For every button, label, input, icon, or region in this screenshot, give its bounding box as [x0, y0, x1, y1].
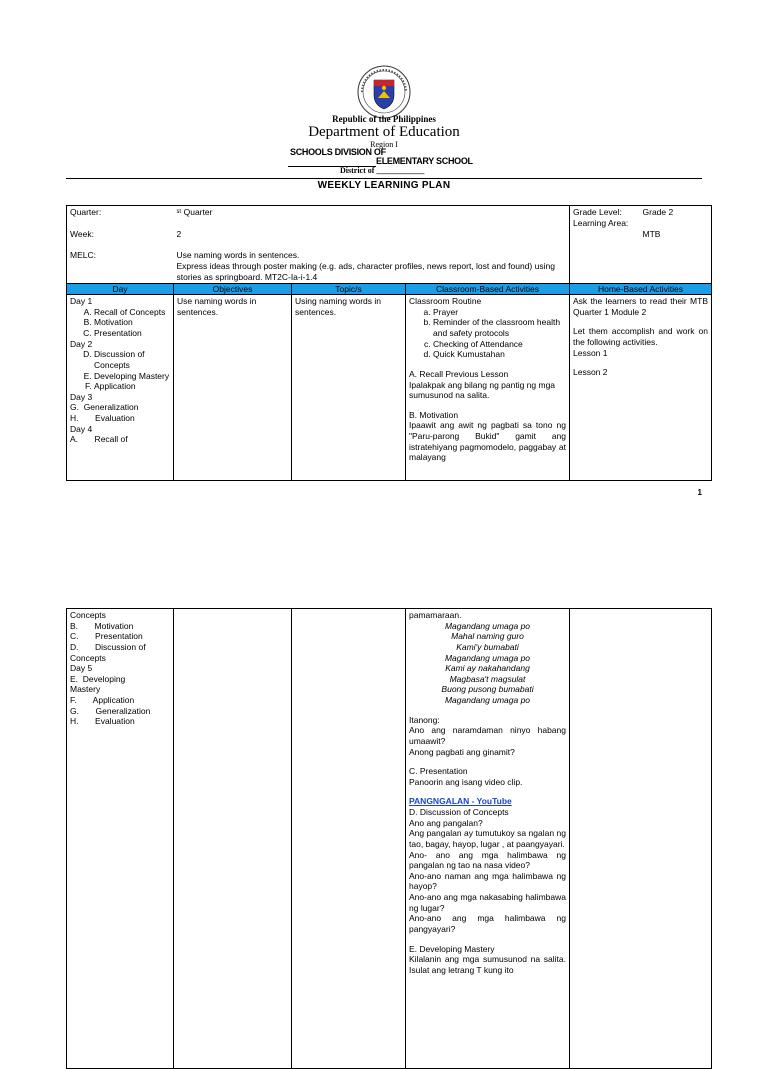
home-cell-page1 [570, 295, 712, 481]
objective-cell: Use naming words in sentences. [174, 295, 292, 481]
mastery-text: Kilalanin ang mga sumusunod na salita. Isulat ang letrang T kung ito [409, 954, 566, 975]
song-line: Mahal naming guro [451, 631, 524, 642]
video-link[interactable]: PANGNGALAN - YouTube [409, 796, 512, 807]
col-classroom: Classroom-Based Activities [406, 284, 570, 295]
area-value: MTB [642, 228, 661, 239]
day-line: Day 5 [70, 663, 93, 674]
day-line: F. Application [70, 695, 135, 705]
region-text: Region I [370, 140, 398, 149]
day-4-label: Day 4 [70, 423, 93, 434]
info-labels [67, 206, 174, 284]
district-text: District of ____________ [340, 166, 425, 175]
quarter-value: ˢᵗ Quarter [176, 207, 213, 217]
republic-heading: Republic of the Philippines [332, 114, 436, 124]
list-item: C. Presentation [94, 328, 170, 339]
home-lesson-1: Lesson 1 [573, 347, 608, 358]
song-lyrics [409, 621, 566, 706]
list-item: F. Application [94, 381, 170, 392]
list-item: A. Recall of Concepts [94, 307, 170, 318]
discussion-line: Ang pangalan ay tumutukoy sa ngalan ng tao, bagay, hayop, lugar , at paangyayari. [409, 828, 566, 849]
week-label: Week: [70, 228, 94, 239]
deped-seal-icon [357, 65, 411, 119]
question-2: Anong pagbati ang ginamit? [409, 746, 515, 757]
department-heading: Department of Education [308, 124, 460, 140]
topic-cell-page2 [292, 609, 406, 1069]
grade-label: Grade Level: [573, 207, 622, 217]
list-item: E. Developing Mastery [94, 371, 170, 382]
melc-line-1: Use naming words in sentences. [176, 250, 300, 261]
day-line: Concepts [70, 610, 106, 620]
song-line: Magandang umaga po [444, 695, 531, 705]
routine-list [409, 307, 566, 360]
routine-title: Classroom Routine [409, 296, 482, 307]
plan-title: WEEKLY LEARNING PLAN [317, 180, 451, 191]
song-line: Kami ay nakahandang [445, 663, 530, 674]
day-line: G. Generalization [70, 705, 151, 716]
page-2 [0, 600, 768, 1024]
mastery-title: E. Developing Mastery [409, 943, 495, 954]
grade-value: Grade 2 [642, 207, 674, 217]
pamamaraan-text: pamamaraan. [409, 610, 462, 620]
day-line: D. Discussion of [70, 641, 146, 652]
division-text: SCHOOLS DIVISION OF [290, 147, 386, 157]
list-item: a. Prayer [433, 307, 566, 318]
day-line: B. Motivation [70, 620, 134, 631]
col-home: Home-Based Activities [570, 284, 712, 295]
school-text: ELEMENTARY SCHOOL [376, 156, 473, 166]
info-table [66, 205, 712, 481]
song-line: Magandang umaga po [444, 652, 531, 663]
day-3-label: Day 3 [70, 391, 93, 402]
day-line: C. Presentation [70, 631, 143, 642]
day-line: H. Evaluation [70, 716, 135, 727]
home-lesson-2: Lesson 2 [573, 367, 608, 378]
topic-cell: Using naming words in sentences. [292, 295, 406, 481]
list-item: c. Checking of Attendance [433, 339, 566, 350]
melc-line-2: Express ideas through poster making (e.g. ads, character profiles, news report, lost and found) using stories as springboard. MT2C-Ia-i-1.4 [176, 260, 555, 282]
day-3-h: H. Evaluation [70, 413, 135, 423]
discussion-title: D. Discussion of Concepts [409, 807, 509, 817]
song-line: Magandang umaga po [444, 620, 531, 631]
question-1: Ano ang naramdaman ninyo habang umaawit? [409, 725, 566, 746]
list-item: B. Motivation [94, 317, 170, 328]
week-value: 2 [176, 228, 182, 239]
day-line: E. Developing [70, 673, 126, 684]
presentation-title: C. Presentation [409, 766, 468, 777]
song-line: Buong pusong bumabati [441, 684, 534, 695]
classroom-cell-page2 [406, 609, 570, 1069]
list-item: D. Discussion of Concepts [94, 349, 170, 370]
grade-area-values [640, 206, 712, 284]
motivation-text: Ipaawit ang awit ng pagbati sa tono ng "Paru-parong Bukid" gamit ang istratehiyang pagmomodelo, paggabay at malayang [409, 420, 566, 463]
home-instruction-2: Let them accomplish and work on the following activities. [573, 326, 708, 347]
col-objectives: Objectives [174, 284, 292, 295]
itanong-label: Itanong: [409, 714, 440, 725]
day-2-label: Day 2 [70, 338, 93, 349]
plan-table-continued [66, 608, 712, 1069]
info-values [174, 206, 570, 284]
motivation-title: B. Motivation [409, 409, 459, 420]
page-number: 1 [697, 488, 702, 497]
classroom-cell-page1 [406, 295, 570, 481]
presentation-text: Panoorin ang isang video clip. [409, 776, 523, 787]
discussion-line: Ano-ano ang mga halimbawa ng pangyayari? [409, 913, 566, 934]
list-item: d. Quick Kumustahan [433, 349, 566, 360]
recall-text: Ipalakpak ang bilang ng pantig ng mga sumusunod na salita. [409, 379, 556, 401]
discussion-line: Ano-ano ang mga nakasabing halimbawa ng lugar? [409, 892, 566, 913]
day-line: Mastery [70, 684, 101, 695]
home-cell-page2 [570, 609, 712, 1069]
col-day: Day [67, 284, 174, 295]
day-3-g: G. Generalization [70, 402, 139, 413]
day-cell-page2 [67, 609, 174, 1069]
discussion-line: Ano ang pangalan? [409, 817, 483, 828]
objective-cell-page2 [174, 609, 292, 1069]
grade-area-labels [570, 206, 640, 284]
day-2-list [70, 349, 170, 392]
day-4-a: A. Recall of [70, 434, 128, 445]
area-label: Learning Area: [573, 217, 629, 228]
list-item: b. Reminder of the classroom health and safety protocols [433, 317, 566, 338]
header-divider [66, 178, 702, 179]
column-header-row [67, 284, 712, 295]
day-line: Concepts [70, 652, 106, 663]
discussion-line: Ano- ano ang mga halimbawa ng pangalan ng tao na nasa video? [409, 849, 566, 871]
melc-label: MELC: [70, 250, 96, 261]
day-1-label: Day 1 [70, 296, 93, 307]
day-cell-page1 [67, 295, 174, 481]
quarter-label: Quarter: [70, 207, 102, 217]
recall-title: A. Recall Previous Lesson [409, 368, 509, 379]
col-topics: Topic/s [292, 284, 406, 295]
day-1-list [70, 307, 170, 339]
song-line: Kami'y bumabati [456, 641, 519, 652]
home-instruction-1: Ask the learners to read their MTB Quarter 1 Module 2 [573, 296, 708, 317]
discussion-line: Ano-ano naman ang mga halimbawa ng hayop? [409, 870, 566, 892]
song-line: Magbasa't magsulat [449, 673, 526, 684]
